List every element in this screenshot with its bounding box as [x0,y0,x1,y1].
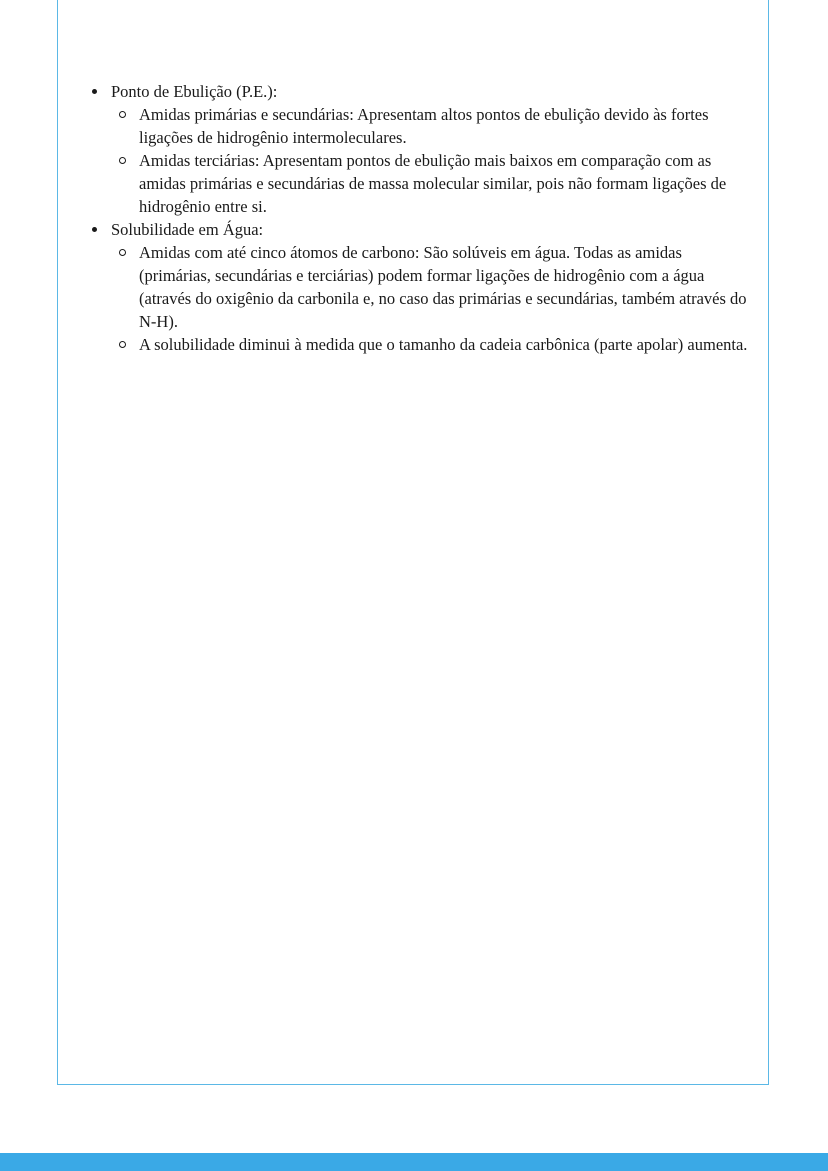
list-item-text: Amidas terciárias: Apresentam pontos de ebulição mais baixos em comparação com as amidas primárias e secundárias de massa molecular similar, pois não formam ligações de hidrogênio entre si. [139,151,727,216]
list-item [111,241,748,333]
list-item-text: A solubilidade diminui à medida que o tamanho da cadeia carbônica (parte apolar) aumenta. [139,335,748,354]
list-item [111,149,748,218]
hollow-bullet-icon [119,341,126,348]
list-item [111,103,748,149]
hollow-bullet-icon [119,249,126,256]
property-list [88,80,748,356]
solubility-sublist [111,241,748,356]
list-item-boiling-point [88,80,748,218]
list-item-solubility [88,218,748,356]
bullet-icon [92,89,97,94]
list-item-text: Amidas com até cinco átomos de carbono: São solúveis em água. Todas as amidas (primárias, secundárias e terciárias) podem formar ligações de hidrogênio com a água (através do oxigênio da carbonila e, no caso das primárias e secundárias, também através do N-H). [139,243,747,331]
hollow-bullet-icon [119,111,126,118]
bullet-icon [92,227,97,232]
list-item [111,333,748,356]
hollow-bullet-icon [119,157,126,164]
section-title-solubility: Solubilidade em Água: [111,220,264,239]
section-title-boiling-point: Ponto de Ebulição (P.E.): [111,82,278,101]
boiling-point-sublist [111,103,748,218]
list-item-text: Amidas primárias e secundárias: Apresentam altos pontos de ebulição devido às fortes ligações de hidrogênio intermoleculares. [139,105,709,147]
document-content [88,80,748,356]
footer-color-bar [0,1153,828,1171]
